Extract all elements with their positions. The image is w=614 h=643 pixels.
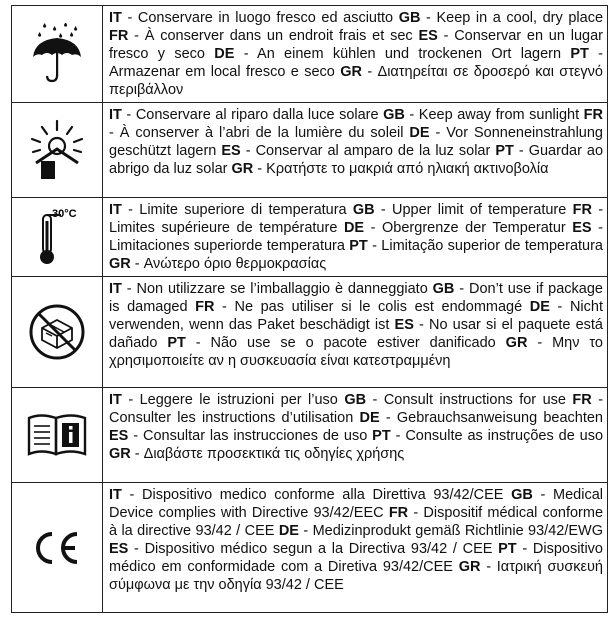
text-es: Conservar al amparo de la luz solar: [255, 143, 491, 159]
icon-cell: [12, 103, 103, 198]
lang-code-fr: FR: [583, 107, 603, 123]
symbol-row-dry: [12, 6, 608, 103]
icon-cell: [12, 198, 103, 277]
row-text: IT - Leggere le istruzioni per l’uso GB - Consult instructions for use FR - Consulter les instructions d’utilisation DE - Gebrauchsanweisung beachten ES - Consultar las instrucciones de uso PT - Consulte as instruções de uso GR - Διαβάστε προσεκτικά τις οδηγίες χρήσης: [103, 388, 608, 483]
lang-code-it: IT: [109, 392, 122, 408]
lang-code-it: IT: [109, 202, 122, 218]
lang-code-gr: GR: [109, 256, 131, 272]
text-gb: Upper limit of temperature: [392, 202, 567, 218]
icon-cell: [12, 277, 103, 388]
text-es: Limitaciones superiorde temperatura: [109, 238, 345, 254]
symbol-row-damaged-package: [12, 277, 608, 388]
row-text: IT - Limite superiore di temperatura GB - Upper limit of temperature FR - Limites supérieure de température DE - Obergrenze der Temperatur ES - Limitaciones superiorde temperatura PT - Limitação superior de temperatura GR - Ανώτερο όριο θερμοκρασίας: [103, 198, 608, 277]
damaged-package-icon: [27, 302, 87, 362]
text-de: Nicht verwenden, wenn das Paket beschädigt ist: [109, 299, 603, 333]
lang-code-fr: FR: [572, 392, 592, 408]
row-text: IT - Conservare in luogo fresco ed asciutto GB - Keep in a cool, dry place FR - À conserver dans un endroit frais et sec ES - Conservar en un lugar fresco y seco DE - An einem kühlen und trockenen Ort lagern PT - Armazenar em local fresco e seco GR - Διατηρείται σε δροσερό και στεγνό περιβάλλον: [103, 6, 608, 103]
text-de: Gebrauchsanweisung beachten: [396, 410, 603, 426]
text-gb: Medical Device complies with Directive 93/42/EEC: [109, 487, 603, 521]
text-it: Leggere le istruzioni per l’uso: [139, 392, 338, 408]
text-pt: Dispositivo médico em conformidade com a Diretiva 93/42/CEE: [109, 541, 603, 575]
text-gr: Διατηρείται σε δροσερό και στεγνό περιβάλλον: [109, 64, 603, 98]
text-fr: À conserver dans un endroit frais et sec: [144, 28, 413, 44]
lang-code-gb: GB: [511, 487, 533, 503]
umbrella-icon: [31, 23, 83, 85]
lang-code-gb: GB: [432, 281, 455, 297]
symbol-row-temperature: [12, 198, 608, 277]
lang-code-gb: GB: [398, 10, 421, 26]
text-it: Conservare in luogo fresco ed asciutto: [137, 10, 394, 26]
thermometer-icon: [32, 207, 82, 267]
text-gr: Διαβάστε προσεκτικά τις οδηγίες χρήσης: [143, 446, 405, 462]
text-pt: Limitação superior de temperatura: [381, 238, 604, 254]
text-pt: Guardar ao abrigo da luz solar: [109, 143, 604, 177]
lang-code-de: DE: [214, 46, 235, 62]
text-fr: Ne pas utiliser si le colis est endommagé: [234, 299, 523, 315]
lang-code-es: ES: [418, 28, 438, 44]
text-de: Vor Sonneneinstrahlung geschützt lagern: [109, 125, 603, 159]
text-gr: Μην το χρησιμοποιείτε αν η συσκευασία είναι κατεστραμμένη: [109, 335, 603, 369]
text-de: Obergrenze der Temperatur: [382, 220, 566, 236]
lang-code-es: ES: [109, 428, 129, 444]
symbol-row-ce-mark: [12, 483, 608, 613]
text-gb: Keep away from sunlight: [418, 107, 580, 123]
lang-code-gb: GB: [352, 202, 375, 218]
lang-code-de: DE: [278, 523, 299, 539]
lang-code-gr: GR: [109, 446, 131, 462]
text-es: Consultar las instrucciones de uso: [142, 428, 368, 444]
lang-code-es: ES: [221, 143, 241, 159]
lang-code-gb: GB: [344, 392, 367, 408]
temperature-label: 30°C: [52, 208, 77, 220]
text-es: Dispositivo médico segun a la Directiva 93/42 / CEE: [144, 541, 493, 557]
text-gr: Κρατήστε το μακριά από ηλιακή ακτινοβολία: [266, 161, 549, 177]
lang-code-es: ES: [109, 541, 129, 557]
symbol-row-instructions: [12, 388, 608, 483]
lang-code-de: DE: [529, 299, 550, 315]
lang-code-pt: PT: [372, 428, 391, 444]
lang-code-fr: FR: [195, 299, 215, 315]
text-it: Limite superiore di temperatura: [139, 202, 347, 218]
lang-code-gr: GR: [505, 335, 528, 351]
text-pt: Não use se o pacote estiver danificado: [210, 335, 496, 351]
text-fr: Dispositif médical conforme à la directive 93/42 / CEE: [109, 505, 604, 539]
row-text: IT - Non utilizzare se l’imballaggio è danneggiato GB - Don’t use if package is damaged FR - Ne pas utiliser si le colis est endommagé DE - Nicht verwenden, wenn das Paket beschädigt ist ES - No usar si el paquete está dañado PT - Não use se o pacote estiver danificado GR - Μην το χρησιμοποιείτε αν η συσκευασία είναι κατεστραμμένη: [103, 277, 608, 388]
lang-code-it: IT: [109, 10, 122, 26]
icon-cell: [12, 6, 103, 103]
row-text: IT - Dispositivo medico conforme alla Direttiva 93/42/CEE GB - Medical Device complies with Directive 93/42/EEC FR - Dispositif médical conforme à la directive 93/42 / CEE DE - Medizinprodukt gemäß Richtlinie 93/42/EWG ES - Dispositivo médico segun a la Directiva 93/42 / CEE PT - Dispositivo médico em conformidade com a Diretiva 93/42/CEE GR - Ιατρική συσκευή σύμφωνα με την οδηγία 93/42 / CEE: [103, 483, 608, 613]
icon-cell: [12, 483, 103, 613]
row-text: IT - Conservare al riparo dalla luce solare GB - Keep away from sunlight FR - À conserver à l’abri de la lumière du soleil DE - Vor Sonneneinstrahlung geschützt lagern ES - Conservar al amparo de la luz solar PT - Guardar ao abrigo da luz solar GR - Κρατήστε το μακριά από ηλιακή ακτινοβολία: [103, 103, 608, 198]
lang-code-de: DE: [409, 125, 430, 141]
lang-code-de: DE: [343, 220, 365, 236]
lang-code-de: DE: [359, 410, 380, 426]
lang-code-gr: GR: [458, 559, 481, 575]
lang-code-it: IT: [109, 487, 122, 503]
lang-code-gr: GR: [231, 161, 254, 177]
lang-code-pt: PT: [349, 238, 368, 254]
text-pt: Consulte as instruções de uso: [405, 428, 604, 444]
symbols-table: [11, 5, 608, 613]
lang-code-gr: GR: [340, 64, 362, 80]
text-gb: Consult instructions for use: [383, 392, 566, 408]
lang-code-pt: PT: [167, 335, 186, 351]
lang-code-es: ES: [394, 317, 414, 333]
icon-cell: [12, 388, 103, 483]
text-de: An einem kühlen und trockenen Ort lagern: [257, 46, 562, 62]
lang-code-pt: PT: [498, 541, 517, 557]
text-de: Medizinprodukt gemäß Richtlinie 93/42/EWG: [312, 523, 603, 539]
lang-code-fr: FR: [109, 28, 129, 44]
text-fr: Limites supérieure de température: [109, 220, 338, 236]
text-pt: Armazenar em local fresco e seco: [109, 64, 335, 80]
text-gb: Keep in a cool, dry place: [436, 10, 604, 26]
lang-code-it: IT: [109, 107, 122, 123]
text-it: Dispositivo medico conforme alla Direttiva 93/42/CEE: [142, 487, 504, 503]
text-it: Non utilizzare se l’imballaggio è danneggiato: [136, 281, 428, 297]
text-gb: Don’t use if package is damaged: [109, 281, 603, 315]
lang-code-gb: GB: [383, 107, 405, 123]
text-gr: Ανώτερο όριο θερμοκρασίας: [143, 256, 327, 272]
text-es: No usar si el paquete está dañado: [109, 317, 603, 351]
text-gr: Ιατρική συσκευή σύμφωνα με την οδηγία 93/42 / CEE: [109, 559, 603, 593]
sunlight-icon: [28, 119, 86, 181]
text-fr: Consulter les instructions d’utilisation: [109, 410, 354, 426]
lang-code-pt: PT: [495, 143, 514, 159]
text-es: Conservar en un lugar fresco y seco: [109, 28, 603, 62]
lang-code-fr: FR: [572, 202, 592, 218]
ce-mark-icon: [31, 530, 83, 566]
instructions-book-icon: [26, 412, 88, 458]
lang-code-fr: FR: [388, 505, 409, 521]
text-it: Conservare al riparo dalla luce solare: [135, 107, 379, 123]
lang-code-es: ES: [572, 220, 592, 236]
lang-code-pt: PT: [570, 46, 589, 62]
text-fr: À conserver à l’abri de la lumière du soleil: [119, 125, 404, 141]
lang-code-it: IT: [109, 281, 122, 297]
symbol-row-sunlight: [12, 103, 608, 198]
